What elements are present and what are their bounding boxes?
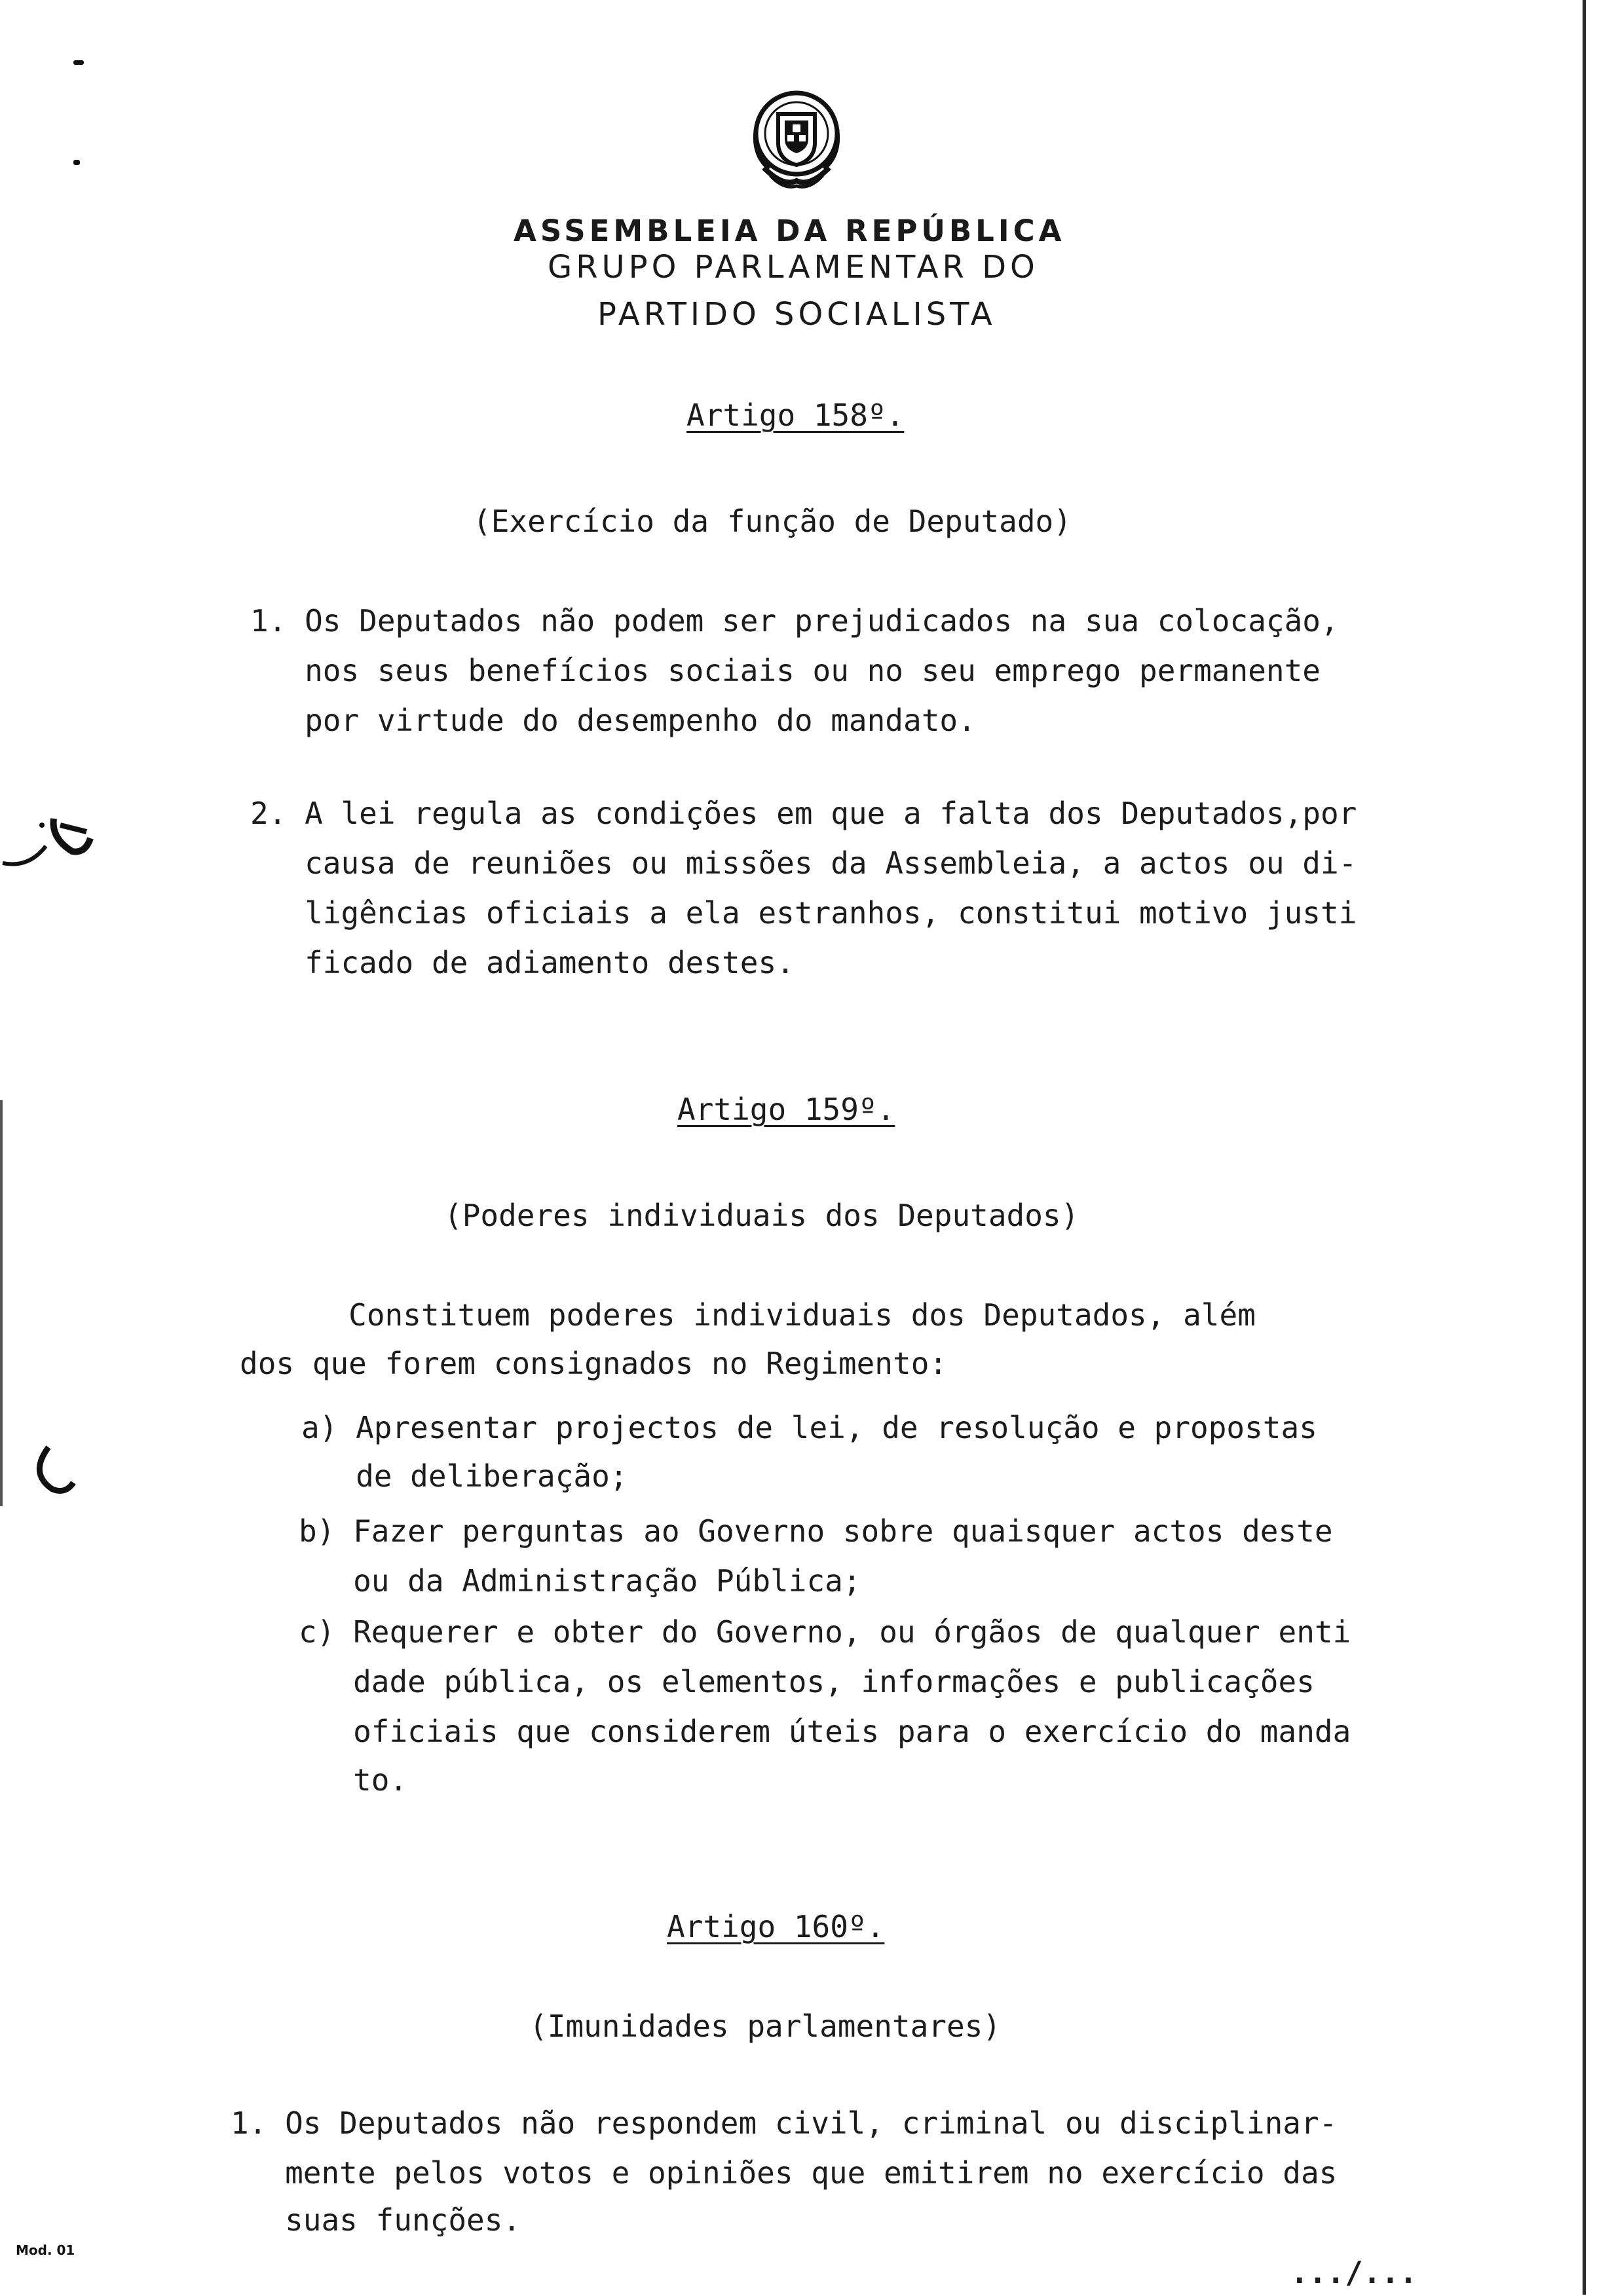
coat-of-arms-icon [744,83,849,198]
article-160-p1-line3: suas funções. [231,2202,521,2238]
article-158-p2-line3: ligências oficiais a ela estranhos, constitui motivo justi [250,895,1357,931]
article-159-item-c-line3: oficiais que considerem úteis para o exercício do manda [299,1714,1351,1749]
article-159-title: Artigo 159º. [677,1092,895,1127]
page-right-border [1583,0,1586,2295]
article-158-p1-line2: nos seus benefícios sociais ou no seu emprego permanente [250,653,1321,688]
article-160-subtitle: (Imunidades parlamentares) [529,2009,1002,2044]
article-159-subtitle: (Poderes individuais dos Deputados) [444,1198,1079,1233]
article-158-p2-line2: causa de reuniões ou missões da Assembleia, a actos ou di- [250,845,1357,881]
article-159-intro-line1: Constituem poderes individuais dos Deputados, além [240,1297,1256,1333]
article-158-p2-line4: ficado de adiamento destes. [250,945,795,980]
article-159-item-c-line4: to. [299,1762,408,1798]
parliamentary-group: GRUPO PARLAMENTAR DO [548,249,1039,286]
article-159-intro-line2: dos que forem consignados no Regimento: [240,1346,948,1381]
article-160-title: Artigo 160º. [667,1909,885,1944]
article-158-title: Artigo 158º. [686,398,905,433]
article-160-p1-line1: 1. Os Deputados não respondem civil, criminal ou disciplinar- [231,2105,1338,2141]
left-edge-line [0,1100,3,1506]
article-159-item-a-line2: de deliberação; [301,1458,628,1494]
article-158-subtitle: (Exercício da função de Deputado) [473,504,1072,539]
article-158-p1-line3: por virtude do desempenho do mandato. [250,703,976,738]
article-159-item-c-line1: c) Requerer e obter do Governo, ou órgãos de qualquer enti [299,1614,1351,1650]
form-code: Mod. 01 [16,2242,75,2258]
article-159-item-b-line1: b) Fazer perguntas ao Governo sobre quaisquer actos deste [299,1513,1333,1549]
party-name: PARTIDO SOCIALISTA [597,296,996,333]
margin-mark-2 [73,160,80,165]
article-158-p1-line1: 1. Os Deputados não podem ser prejudicados na sua colocação, [250,603,1339,639]
article-159-item-a-line1: a) Apresentar projectos de lei, de resolução e propostas [301,1410,1317,1445]
margin-mark-1 [73,60,84,65]
margin-scribble-icon [0,799,105,878]
article-159-item-b-line2: ou da Administração Pública; [299,1563,861,1599]
article-158-p2-line1: 2. A lei regula as condições em que a falta dos Deputados,por [250,796,1357,831]
margin-arc-icon [29,1441,81,1500]
article-159-item-c-line2: dade pública, os elementos, informações e publicações [299,1664,1315,1699]
assembly-name: ASSEMBLEIA DA REPÚBLICA [514,213,1066,248]
article-160-p1-line2: mente pelos votos e opiniões que emitirem no exercício das [231,2155,1338,2191]
continuation-mark: .../... [1290,2255,1417,2290]
